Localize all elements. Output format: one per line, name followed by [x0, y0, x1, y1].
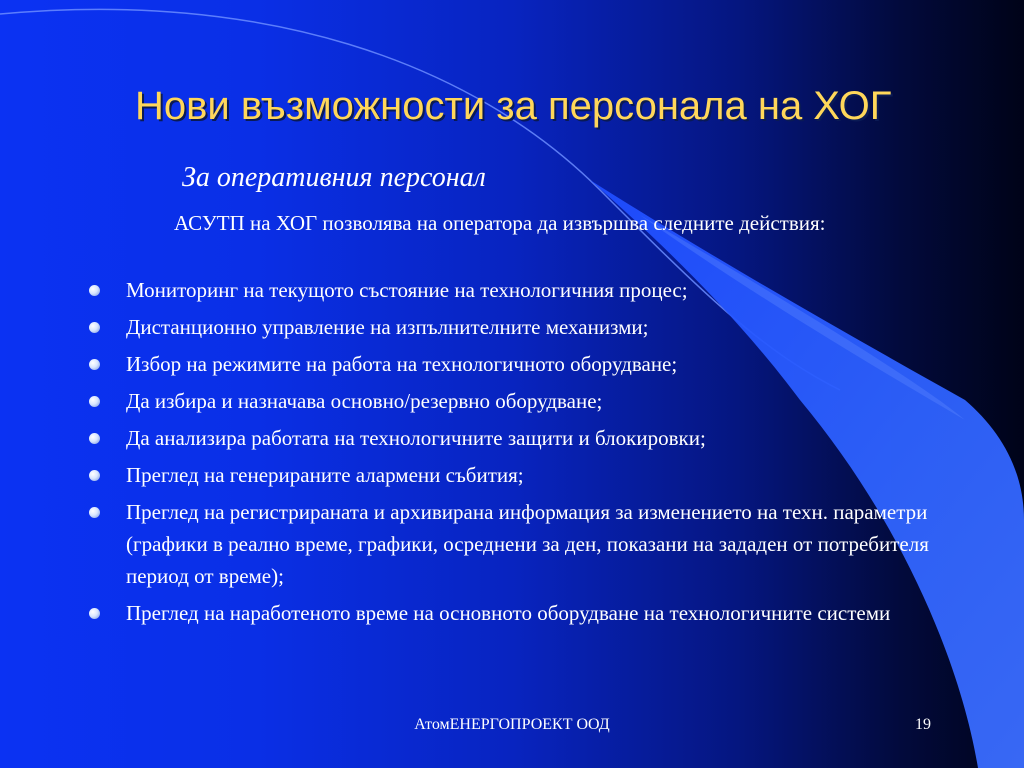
bullet-item: [126, 348, 936, 380]
bullet-item: [126, 422, 936, 454]
page-number: 19: [915, 716, 931, 733]
bullet-text: Преглед на генерираните алармени събития;: [126, 463, 524, 487]
bullet-icon: [89, 608, 100, 619]
bullet-item: [126, 311, 936, 343]
slide-subtitle: За оперативния персонал: [182, 162, 486, 193]
bullet-text: Дистанционно управление на изпълнителните механизми;: [126, 315, 649, 339]
bullet-item: [126, 385, 936, 417]
bullet-icon: [89, 433, 100, 444]
intro-paragraph: АСУТП на ХОГ позволява на оператора да извършва следните действия:: [174, 211, 826, 235]
bullet-text: Преглед на регистрираната и архивирана информация за изменението на техн. параметри (графики в реално време, графики, осреднени за ден, показани на зададен от потребителя период от време);: [126, 500, 929, 588]
bullet-list: [126, 274, 936, 634]
slide-title: Нови възможности за персонала на ХОГ: [135, 84, 892, 128]
bullet-icon: [89, 359, 100, 370]
bullet-icon: [89, 470, 100, 481]
bullet-icon: [89, 322, 100, 333]
bullet-item: [126, 496, 936, 592]
bullet-icon: [89, 285, 100, 296]
footer-company: АтомЕНЕРГОПРОЕКТ ООД: [414, 716, 610, 733]
bullet-text: Избор на режимите на работа на технологичното оборудване;: [126, 352, 678, 376]
bullet-icon: [89, 396, 100, 407]
bullet-text: Да анализира работата на технологичните защити и блокировки;: [126, 426, 706, 450]
bullet-text: Преглед на наработеното време на основното оборудване на технологичните системи: [126, 601, 891, 625]
bullet-item: [126, 459, 936, 491]
bullet-icon: [89, 507, 100, 518]
bullet-text: Мониторинг на текущото състояние на технологичния процес;: [126, 278, 688, 302]
bullet-item: [126, 274, 936, 306]
bullet-text: Да избира и назначава основно/резервно оборудване;: [126, 389, 603, 413]
bullet-item: [126, 597, 936, 629]
